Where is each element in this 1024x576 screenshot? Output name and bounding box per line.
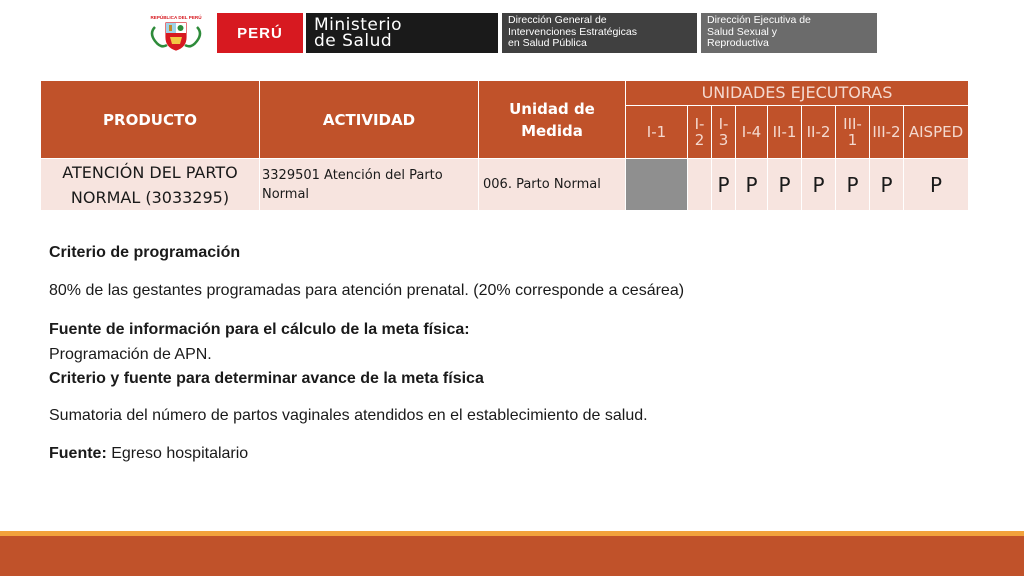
cell-unit-mark: P [712,159,736,211]
coat-of-arms-logo [145,13,207,53]
shield-caption: REPÚBLICA DEL PERÚ [150,15,202,20]
unit-header: III-2 [870,106,904,159]
cell-unit-mark [626,159,688,211]
criterio-title: Criterio de programación [49,244,241,261]
unit-header: I- 3 [712,106,736,159]
unit-header: III- 1 [836,106,870,159]
criterio-text: 80% de las gestantes programadas para atención prenatal. (20% corresponde a cesárea) [49,282,685,299]
fuente-label: Fuente: [49,445,107,462]
fuente-title: Fuente de información para el cálculo de la meta física: [49,321,470,338]
peru-logo: PERÚ [217,13,303,53]
fuente-line [49,444,248,463]
de-logo: Dirección Ejecutiva de Salud Sexual y Reproductiva [701,13,877,53]
footer-bar [0,536,1024,576]
avance-text: Sumatoria del número de partos vaginales atendidos en el establecimiento de salud. [49,407,648,424]
cell-actividad: 3329501 Atención del Parto Normal [260,159,479,211]
avance-title: Criterio y fuente para determinar avance de la meta física [49,370,484,387]
header-unidades-ejecutoras: UNIDADES EJECUTORAS [626,81,969,106]
unit-header: I-4 [736,106,768,159]
unit-header: I- 2 [688,106,712,159]
header-unidad-medida: Unidad de Medida [479,81,626,159]
cell-unit-mark: P [870,159,904,211]
fuente-value: Egreso hospitalario [106,445,249,462]
cell-unit-mark: P [768,159,802,211]
unit-header: AISPED [904,106,969,159]
cell-producto: ATENCIÓN DEL PARTO NORMAL (3033295) [41,159,260,211]
header-producto: PRODUCTO [41,81,260,159]
fuente-text: Programación de APN. [49,346,212,363]
unit-header: II-2 [802,106,836,159]
ministry-logo [306,13,498,53]
header-logos [145,13,877,53]
cell-unit-mark: P [904,159,969,211]
unit-header: II-1 [768,106,802,159]
cell-unidad: 006. Parto Normal [479,159,626,211]
programming-table [40,80,969,211]
header-actividad: ACTIVIDAD [260,81,479,159]
dg-logo: Dirección General de Intervenciones Estratégicas en Salud Pública [502,13,697,53]
cell-unit-mark: P [802,159,836,211]
cell-unit-mark: P [736,159,768,211]
unit-header: I-1 [626,106,688,159]
ministry-line2: de Salud [314,31,393,51]
ministry-line1: Ministerio [314,15,402,35]
cell-unit-mark: P [836,159,870,211]
cell-unit-mark [688,159,712,211]
